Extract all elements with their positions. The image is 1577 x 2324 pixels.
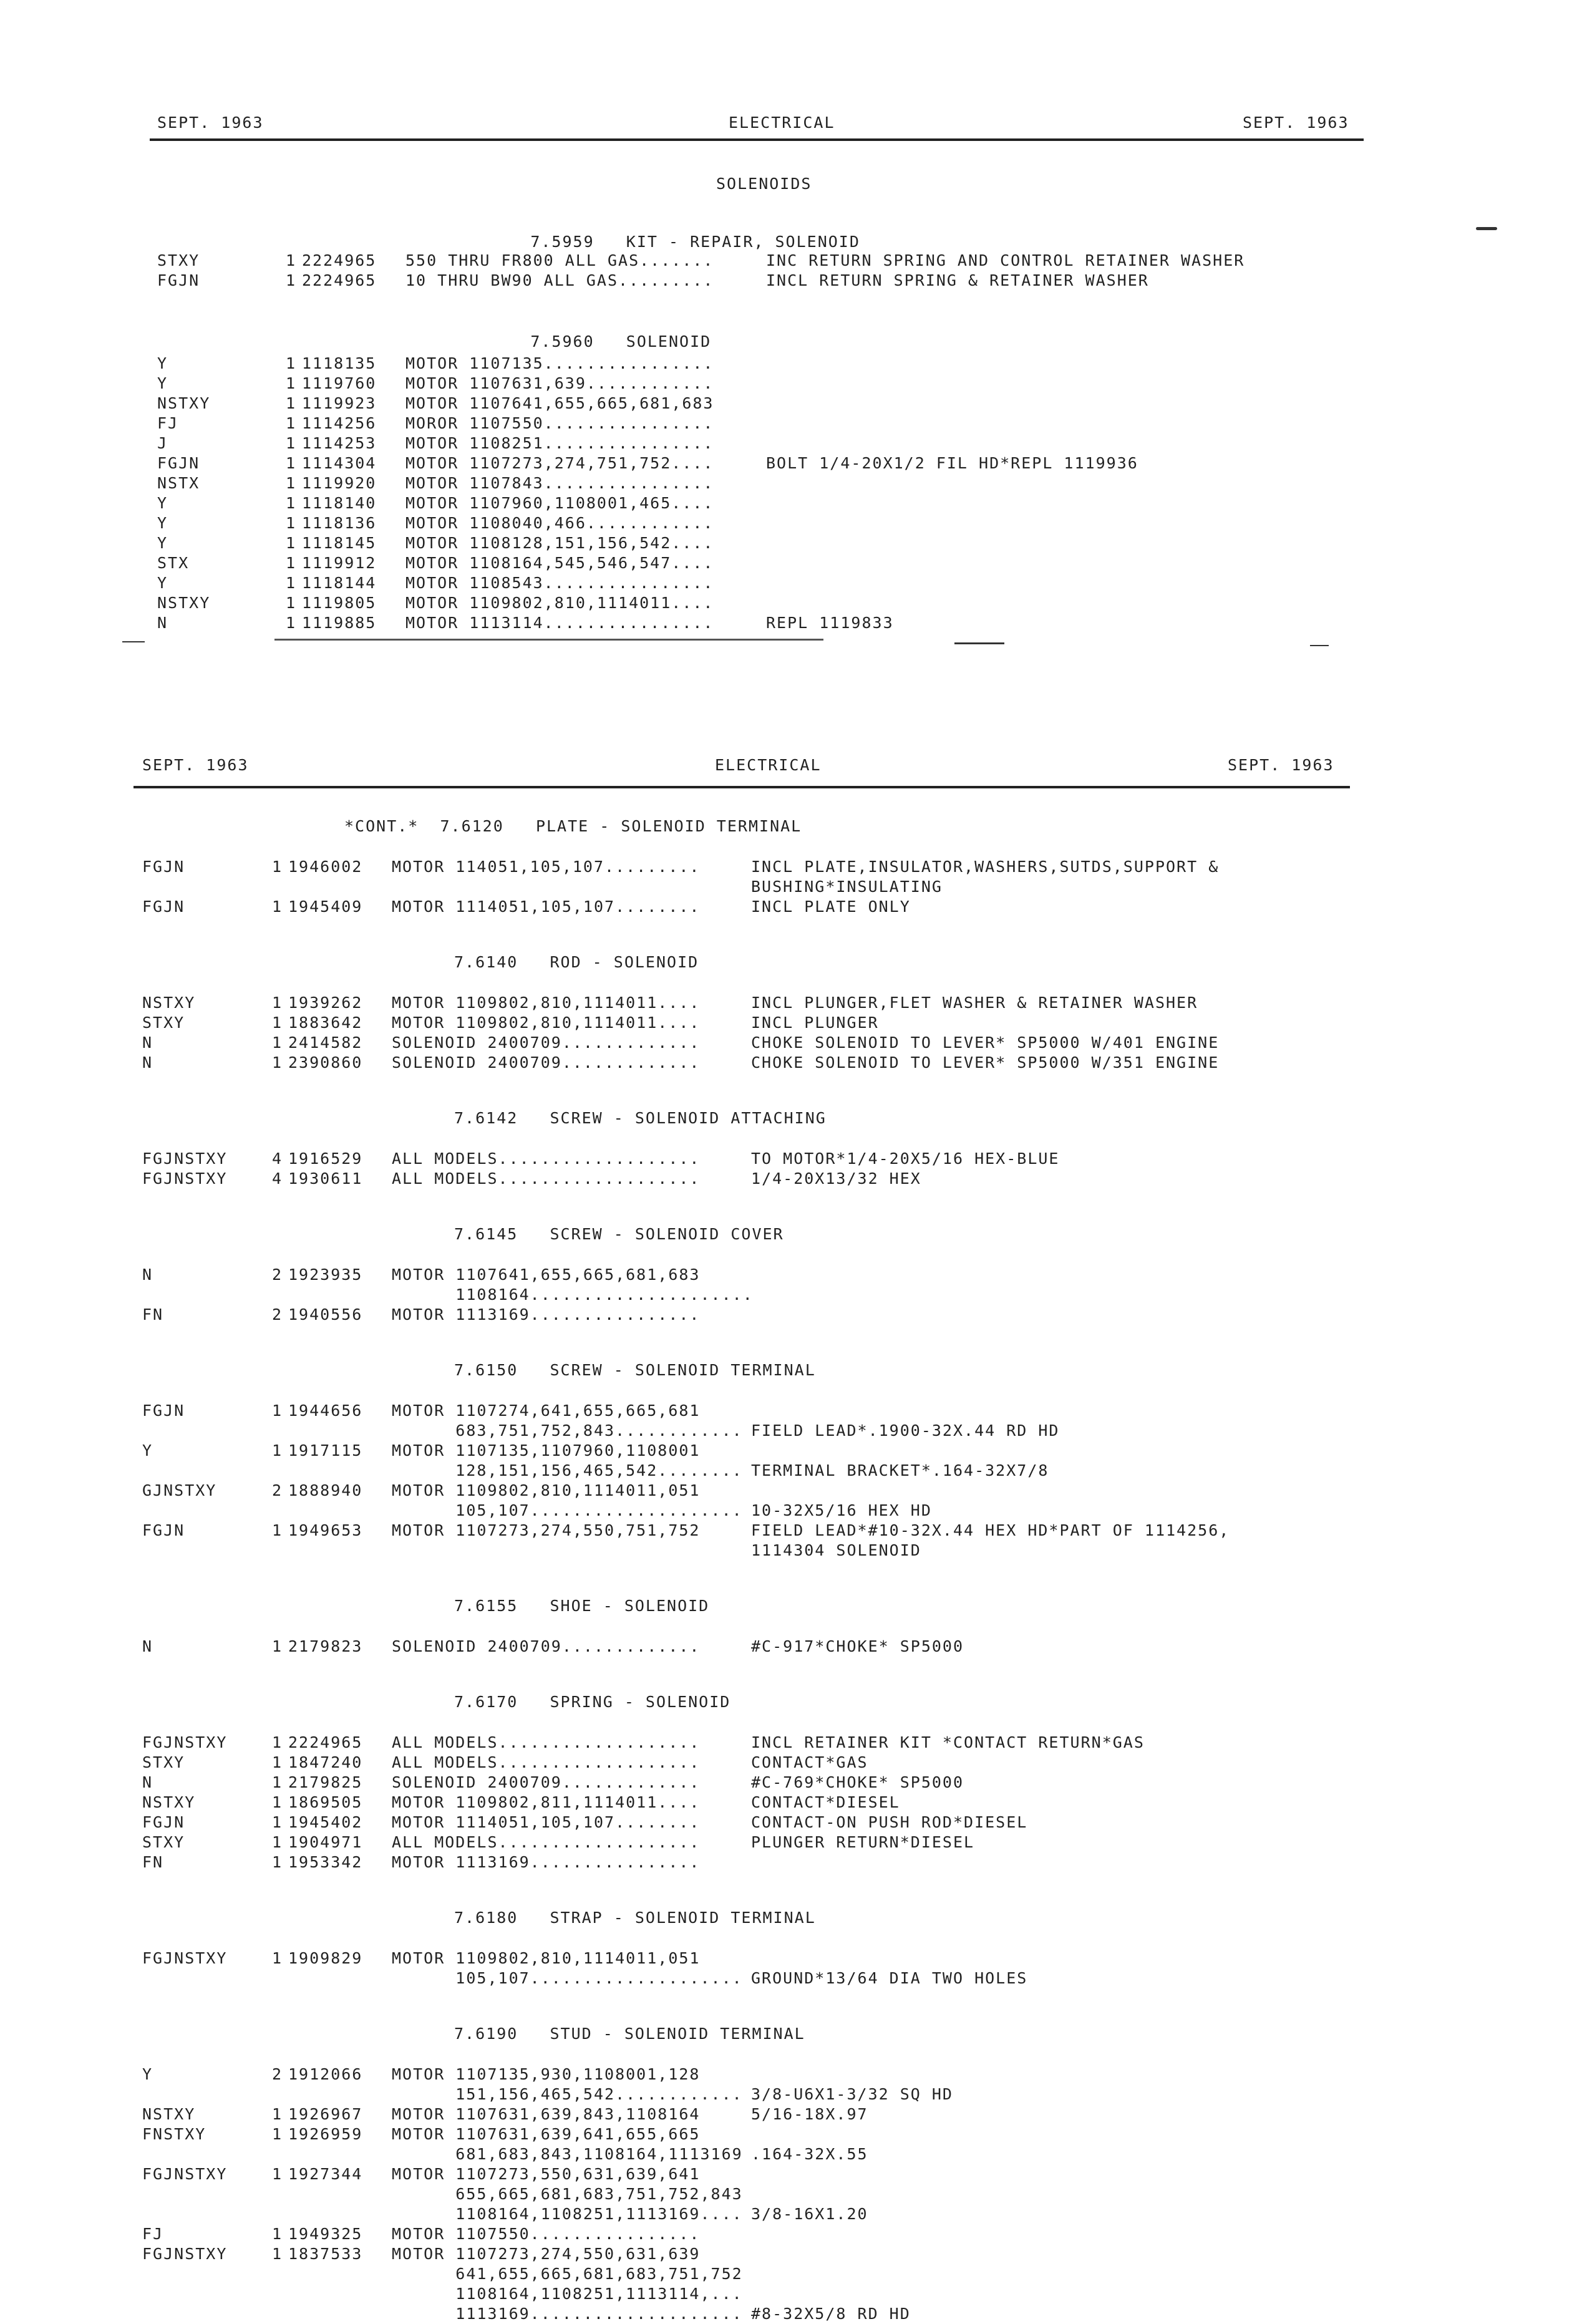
application: MOTOR 1109802,810,1114011,051	[392, 1949, 701, 1967]
models: STXY	[142, 1014, 185, 1032]
section-name: ROD - SOLENOID	[550, 953, 699, 971]
models: FGJN	[142, 898, 185, 916]
part-number: 1114256	[302, 414, 377, 432]
models: N	[142, 1053, 153, 1072]
part-number: 2224965	[288, 1733, 363, 1751]
application: MOTOR 1107135,930,1108001,128	[392, 2065, 701, 2083]
section-code: 7.6140	[454, 953, 518, 971]
application: MOTOR 1107631,639,641,655,665	[392, 2125, 701, 2143]
application: MOTOR 1107273,274,751,752....	[405, 454, 714, 472]
qty: 2	[272, 1481, 283, 1499]
models: N	[142, 1637, 153, 1655]
remarks: CONTACT*GAS	[751, 1753, 868, 1771]
application: MOTOR 1108543................	[405, 574, 714, 592]
part-number: 1888940	[288, 1481, 363, 1499]
section-code: 7.6190	[454, 2025, 518, 2043]
section-code: 7.6150	[454, 1361, 518, 1379]
application: 105,107....................	[392, 1501, 743, 1519]
remarks: 3/8-U6X1-3/32 SQ HD	[751, 2085, 953, 2103]
part-number: 1883642	[288, 1014, 363, 1032]
qty: 2	[272, 1266, 283, 1284]
qty: 1	[286, 271, 297, 289]
section-name: STUD - SOLENOID TERMINAL	[550, 2025, 805, 2043]
section-code: 7.6155	[454, 1597, 518, 1615]
qty: 1	[272, 1733, 283, 1751]
qty: 1	[286, 534, 297, 552]
application: MOTOR 1107843................	[405, 474, 714, 492]
remarks: CONTACT*DIESEL	[751, 1793, 900, 1811]
application: 105,107....................	[392, 1969, 743, 1987]
qty: 1	[272, 858, 283, 876]
application: 683,751,752,843............	[392, 1421, 743, 1440]
remarks: 10-32X5/16 HEX HD	[751, 1501, 932, 1519]
models: FN	[142, 1305, 164, 1324]
remarks: BOLT 1/4-20X1/2 FIL HD*REPL 1119936	[766, 454, 1138, 472]
application: MOTOR 1107274,641,655,665,681	[392, 1402, 701, 1420]
models: FGJNSTXY	[142, 2165, 228, 2183]
qty: 1	[272, 1813, 283, 1831]
bottom-page	[0, 736, 1577, 2323]
qty: 1	[286, 394, 297, 412]
qty: 1	[286, 594, 297, 612]
models: FJ	[142, 2225, 164, 2243]
section-name: SCREW - SOLENOID ATTACHING	[550, 1109, 827, 1127]
application: MOTOR 1114051,105,107........	[392, 1813, 701, 1831]
models: FGJN	[157, 454, 200, 472]
application: MOTOR 1113114................	[405, 614, 714, 632]
part-number: 1118144	[302, 574, 377, 592]
part-number: 1119920	[302, 474, 377, 492]
part-number: 1944656	[288, 1402, 363, 1420]
qty: 1	[272, 2245, 283, 2263]
qty: 1	[286, 514, 297, 532]
part-number: 1837533	[288, 2245, 363, 2263]
section-name: SHOE - SOLENOID	[550, 1597, 710, 1615]
application: MOTOR 1107135................	[405, 354, 714, 372]
header-center-title: ELECTRICAL	[729, 114, 835, 132]
models: STXY	[157, 251, 200, 269]
application: 151,156,465,542............	[392, 2085, 743, 2103]
application: MOTOR 1108251................	[405, 434, 714, 452]
remarks: INCL PLATE ONLY	[751, 898, 911, 916]
application: ALL MODELS...................	[392, 1169, 701, 1188]
qty: 1	[272, 1014, 283, 1032]
header-rule	[133, 786, 1350, 788]
models: FNSTXY	[142, 2125, 206, 2143]
application: ALL MODELS...................	[392, 1150, 701, 1168]
qty: 1	[286, 614, 297, 632]
remarks: #C-917*CHOKE* SP5000	[751, 1637, 964, 1655]
part-number: 1847240	[288, 1753, 363, 1771]
section-code: 7.6142	[454, 1109, 518, 1127]
application: MOTOR 1107135,1107960,1108001	[392, 1441, 701, 1460]
application: ALL MODELS...................	[392, 1833, 701, 1851]
clipped-row-fragment	[274, 639, 823, 645]
models: FGJNSTXY	[142, 1949, 228, 1967]
remarks: INCL RETAINER KIT *CONTACT RETURN*GAS	[751, 1733, 1145, 1751]
part-number: 1926967	[288, 2105, 363, 2123]
models: Y	[157, 574, 168, 592]
header-right-date: SEPT. 1963	[1243, 114, 1349, 132]
section-heading	[344, 817, 802, 835]
scan-mark	[954, 642, 1004, 644]
application: MOTOR 1107631,639............	[405, 374, 714, 392]
section-heading	[454, 953, 699, 971]
remarks: TO MOTOR*1/4-20X5/16 HEX-BLUE	[751, 1150, 1060, 1168]
qty: 4	[272, 1150, 283, 1168]
remarks: INCL RETURN SPRING & RETAINER WASHER	[766, 271, 1149, 289]
qty: 1	[272, 994, 283, 1012]
qty: 1	[272, 1773, 283, 1791]
top-page	[0, 0, 1577, 661]
application: SOLENOID 2400709.............	[392, 1053, 701, 1072]
application: SOLENOID 2400709.............	[392, 1637, 701, 1655]
models: Y	[157, 514, 168, 532]
section-heading	[454, 2025, 805, 2043]
models: NSTXY	[142, 994, 196, 1012]
application: MOTOR 1109802,810,1114011,051	[392, 1481, 701, 1499]
section-code: 7.6145	[454, 1225, 518, 1243]
models: STX	[157, 554, 190, 572]
part-number: 2224965	[302, 271, 377, 289]
qty: 2	[272, 2065, 283, 2083]
models: Y	[142, 2065, 153, 2083]
part-number: 1927344	[288, 2165, 363, 2183]
section-code: 7.6180	[454, 1909, 518, 1927]
models: N	[142, 1773, 153, 1791]
qty: 1	[272, 898, 283, 916]
application: MOTOR 1109802,810,1114011....	[405, 594, 714, 612]
models: FGJNSTXY	[142, 1150, 228, 1168]
application: ALL MODELS...................	[392, 1753, 701, 1771]
header-left-date: SEPT. 1963	[142, 756, 249, 774]
section-name: SOLENOID	[626, 332, 712, 351]
part-number: 1945402	[288, 1813, 363, 1831]
models: NSTXY	[157, 594, 211, 612]
models: N	[142, 1266, 153, 1284]
qty: 1	[286, 474, 297, 492]
part-number: 1118140	[302, 494, 377, 512]
remarks: GROUND*13/64 DIA TWO HOLES	[751, 1969, 1028, 1987]
models: FGJN	[142, 1813, 185, 1831]
part-number: 2414582	[288, 1034, 363, 1052]
application: ALL MODELS...................	[392, 1733, 701, 1751]
part-number: 2179825	[288, 1773, 363, 1791]
header-left-date: SEPT. 1963	[157, 114, 264, 132]
part-number: 1917115	[288, 1441, 363, 1460]
part-number: 1119923	[302, 394, 377, 412]
qty: 1	[286, 554, 297, 572]
part-number: 1119760	[302, 374, 377, 392]
part-number: 1904971	[288, 1833, 363, 1851]
models: NSTXY	[142, 2105, 196, 2123]
models: Y	[157, 494, 168, 512]
application: MOTOR 1107960,1108001,465....	[405, 494, 714, 512]
remarks: 1/4-20X13/32 HEX	[751, 1169, 921, 1188]
qty: 1	[272, 1402, 283, 1420]
remarks: CONTACT-ON PUSH ROD*DIESEL	[751, 1813, 1028, 1831]
application: SOLENOID 2400709.............	[392, 1773, 701, 1791]
part-number: 1119885	[302, 614, 377, 632]
remarks: #C-769*CHOKE* SP5000	[751, 1773, 964, 1791]
section-code: 7.6170	[454, 1693, 518, 1711]
remarks: #8-32X5/8 RD HD	[751, 2305, 911, 2323]
qty: 1	[272, 2125, 283, 2143]
application: 128,151,156,465,542........	[392, 1461, 743, 1479]
application: MOTOR 1113169................	[392, 1853, 701, 1871]
section-name: SPRING - SOLENOID	[550, 1693, 731, 1711]
parts-list	[0, 251, 1245, 291]
remarks: BUSHING*INSULATING	[751, 878, 943, 896]
qty: 1	[286, 434, 297, 452]
application: 1108164,1108251,1113169....	[392, 2205, 743, 2223]
section-name: SCREW - SOLENOID TERMINAL	[550, 1361, 816, 1379]
models: GJNSTXY	[142, 1481, 217, 1499]
table-row	[0, 271, 1149, 291]
part-number: 1949653	[288, 1521, 363, 1539]
part-number: 2224965	[302, 251, 377, 269]
qty: 1	[272, 1441, 283, 1460]
remarks: INCL PLATE,INSULATOR,WASHERS,SUTDS,SUPPORT &	[751, 858, 1220, 876]
qty: 1	[286, 454, 297, 472]
qty: 1	[272, 2105, 283, 2123]
remarks: TERMINAL BRACKET*.164-32X7/8	[751, 1461, 1049, 1479]
part-number: 1953342	[288, 1853, 363, 1871]
application: 641,655,665,681,683,751,752	[392, 2265, 743, 2283]
section-code: *CONT.* 7.6120	[344, 817, 504, 835]
qty: 4	[272, 1169, 283, 1188]
application: 1108164,1108251,1113114,...	[392, 2285, 743, 2303]
application: MOTOR 114051,105,107.........	[392, 858, 701, 876]
section-heading	[454, 1361, 816, 1379]
models: NSTXY	[157, 394, 211, 412]
remarks: FIELD LEAD*.1900-32X.44 RD HD	[751, 1421, 1060, 1440]
qty: 1	[272, 1053, 283, 1072]
qty: 1	[286, 354, 297, 372]
part-number: 1946002	[288, 858, 363, 876]
part-number: 1940556	[288, 1305, 363, 1324]
application: MOTOR 1107273,274,550,751,752	[392, 1521, 701, 1539]
qty: 1	[272, 1833, 283, 1851]
models: STXY	[142, 1833, 185, 1851]
qty: 1	[272, 1793, 283, 1811]
models: FGJNSTXY	[142, 1169, 228, 1188]
application: MOTOR 1107273,550,631,639,641	[392, 2165, 701, 2183]
section-code: 7.5959	[530, 233, 594, 251]
remarks: 3/8-16X1.20	[751, 2205, 868, 2223]
remarks: INCL PLUNGER	[751, 1014, 879, 1032]
qty: 1	[286, 494, 297, 512]
models: Y	[157, 354, 168, 372]
application: MOTOR 1114051,105,107........	[392, 898, 701, 916]
models: FGJN	[157, 271, 200, 289]
section-heading	[454, 1109, 827, 1127]
section-heading	[454, 1597, 709, 1615]
part-number: 1118135	[302, 354, 377, 372]
qty: 1	[286, 251, 297, 269]
qty: 1	[272, 1034, 283, 1052]
part-number: 2390860	[288, 1053, 363, 1072]
remarks: PLUNGER RETURN*DIESEL	[751, 1833, 975, 1851]
part-number: 1930611	[288, 1169, 363, 1188]
remarks: INC RETURN SPRING AND CONTROL RETAINER WASHER	[766, 251, 1245, 269]
models: FN	[142, 1853, 164, 1871]
application: MOTOR 1107550................	[392, 2225, 701, 2243]
models: Y	[157, 534, 168, 552]
application: MOTOR 1108164,545,546,547....	[405, 554, 714, 572]
models: FGJNSTXY	[142, 1733, 228, 1751]
models: N	[157, 614, 168, 632]
part-number: 1949325	[288, 2225, 363, 2243]
qty: 2	[272, 1305, 283, 1324]
scan-mark	[1476, 227, 1497, 230]
application: 681,683,843,1108164,1113169	[392, 2145, 743, 2163]
section-name: KIT - REPAIR, SOLENOID	[626, 233, 860, 251]
scan-mark	[122, 641, 145, 642]
qty: 1	[286, 414, 297, 432]
application: MOTOR 1107273,274,550,631,639	[392, 2245, 701, 2263]
models: FGJN	[142, 858, 185, 876]
application: MOTOR 1109802,811,1114011....	[392, 1793, 701, 1811]
models: FGJN	[142, 1402, 185, 1420]
part-number: 2179823	[288, 1637, 363, 1655]
part-number: 1118145	[302, 534, 377, 552]
qty: 1	[286, 574, 297, 592]
qty: 1	[272, 1637, 283, 1655]
part-number: 1119805	[302, 594, 377, 612]
part-number: 1912066	[288, 2065, 363, 2083]
part-number: 1114253	[302, 434, 377, 452]
remarks: CHOKE SOLENOID TO LEVER* SP5000 W/401 ENGINE	[751, 1034, 1220, 1052]
remarks: INCL PLUNGER,FLET WASHER & RETAINER WASHER	[751, 994, 1198, 1012]
remarks: CHOKE SOLENOID TO LEVER* SP5000 W/351 ENGINE	[751, 1053, 1220, 1072]
application: MOTOR 1108040,466............	[405, 514, 714, 532]
application: SOLENOID 2400709.............	[392, 1034, 701, 1052]
qty: 1	[272, 2225, 283, 2243]
application: 10 THRU BW90 ALL GAS.........	[405, 271, 714, 289]
page-title: SOLENOIDS	[716, 175, 812, 193]
remarks: .164-32X.55	[751, 2145, 868, 2163]
application: MOTOR 1107641,655,665,681,683	[405, 394, 714, 412]
section-name: PLATE - SOLENOID TERMINAL	[535, 817, 802, 835]
part-number: 1916529	[288, 1150, 363, 1168]
models: Y	[142, 1441, 153, 1460]
qty: 1	[272, 2165, 283, 2183]
application: MOTOR 1107631,639,843,1108164	[392, 2105, 701, 2123]
table-row	[0, 251, 1245, 271]
section-name: STRAP - SOLENOID TERMINAL	[550, 1909, 816, 1927]
header-center-title: ELECTRICAL	[715, 756, 822, 774]
application: MOTOR 1109802,810,1114011....	[392, 994, 701, 1012]
part-number: 1118136	[302, 514, 377, 532]
section-heading	[454, 1693, 730, 1711]
models: N	[142, 1034, 153, 1052]
part-number: 1945409	[288, 898, 363, 916]
header-rule	[150, 138, 1364, 141]
models: J	[157, 434, 168, 452]
application: 1113169....................	[392, 2305, 743, 2323]
remarks: REPL 1119833	[766, 614, 894, 632]
section-name: SCREW - SOLENOID COVER	[550, 1225, 784, 1243]
models: FGJN	[142, 1521, 185, 1539]
application: MOTOR 1107641,655,665,681,683	[392, 1266, 701, 1284]
part-number: 1119912	[302, 554, 377, 572]
application: 550 THRU FR800 ALL GAS.......	[405, 251, 714, 269]
part-number: 1926959	[288, 2125, 363, 2143]
qty: 1	[272, 1753, 283, 1771]
models: NSTX	[157, 474, 200, 492]
part-number: 1114304	[302, 454, 377, 472]
models: FJ	[157, 414, 179, 432]
application: MOROR 1107550................	[405, 414, 714, 432]
qty: 1	[286, 374, 297, 392]
part-number: 1869505	[288, 1793, 363, 1811]
models: NSTXY	[142, 1793, 196, 1811]
section-heading	[454, 1225, 784, 1243]
application: 655,665,681,683,751,752,843	[392, 2185, 743, 2203]
remarks: 5/16-18X.97	[751, 2105, 868, 2123]
application: 1108164.....................	[392, 1285, 754, 1304]
qty: 1	[272, 1853, 283, 1871]
section-code: 7.5960	[530, 332, 594, 351]
qty: 1	[272, 1949, 283, 1967]
application: MOTOR 1109802,810,1114011....	[392, 1014, 701, 1032]
models: STXY	[142, 1753, 185, 1771]
part-number: 1939262	[288, 994, 363, 1012]
part-number: 1909829	[288, 1949, 363, 1967]
scan-mark	[1310, 645, 1329, 646]
remarks: FIELD LEAD*#10-32X.44 HEX HD*PART OF 1114256,	[751, 1521, 1230, 1539]
part-number: 1923935	[288, 1266, 363, 1284]
models: FGJNSTXY	[142, 2245, 228, 2263]
application: MOTOR 1108128,151,156,542....	[405, 534, 714, 552]
remarks: 1114304 SOLENOID	[751, 1541, 921, 1559]
qty: 1	[272, 1521, 283, 1539]
section-heading	[454, 1909, 816, 1927]
application: MOTOR 1113169................	[392, 1305, 701, 1324]
header-right-date: SEPT. 1963	[1228, 756, 1334, 774]
models: Y	[157, 374, 168, 392]
